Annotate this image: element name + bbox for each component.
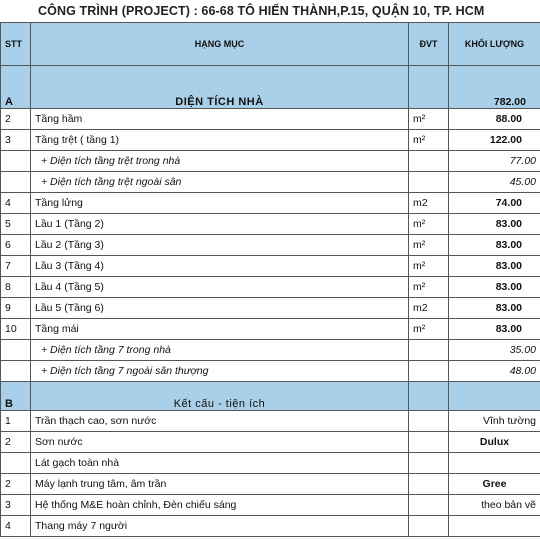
- row-name: Tầng lửng: [31, 193, 409, 214]
- table-row: [1, 453, 540, 474]
- row-name: Trần thạch cao, sơn nước: [31, 411, 409, 432]
- row-no: [1, 361, 31, 382]
- table-row: [1, 516, 540, 537]
- row-unit: [409, 172, 449, 193]
- row-name: Tầng mái: [31, 319, 409, 340]
- row-name: Thang máy 7 người: [31, 516, 409, 537]
- table-row: [1, 474, 540, 495]
- table-subrow: [1, 340, 540, 361]
- table-row: [1, 298, 540, 319]
- section-a-no: A: [1, 66, 31, 109]
- row-no: 4: [1, 193, 31, 214]
- row-unit: m²: [409, 277, 449, 298]
- row-name: Lầu 3 (Tầng 4): [31, 256, 409, 277]
- header-unit: ĐVT: [409, 23, 449, 66]
- row-value: 77.00: [449, 151, 540, 172]
- row-unit: m²: [409, 235, 449, 256]
- row-no: [1, 151, 31, 172]
- table-row: [1, 411, 540, 432]
- row-unit: [409, 453, 449, 474]
- row-value: theo bản vẽ: [449, 495, 540, 516]
- row-value: 122.00: [449, 130, 540, 151]
- row-name: Máy lạnh trung tâm, âm trần: [31, 474, 409, 495]
- row-no: 9: [1, 298, 31, 319]
- row-unit: [409, 340, 449, 361]
- row-no: 1: [1, 411, 31, 432]
- row-name: + Diện tích tầng 7 ngoài sân thượng: [31, 361, 409, 382]
- row-name: Lầu 2 (Tầng 3): [31, 235, 409, 256]
- row-unit: [409, 361, 449, 382]
- row-unit: m²: [409, 319, 449, 340]
- row-value: Dulux: [449, 432, 540, 453]
- table-subrow: [1, 151, 540, 172]
- row-value: 74.00: [449, 193, 540, 214]
- row-value: [449, 453, 540, 474]
- section-b-row: [1, 382, 540, 411]
- row-name: Tầng hầm: [31, 109, 409, 130]
- project-title: CÔNG TRÌNH (PROJECT) : 66-68 TÔ HIẾN THÀNH,P.15, QUẬN 10, TP. HCM: [38, 4, 485, 18]
- row-unit: m²: [409, 256, 449, 277]
- area-table: [0, 22, 540, 537]
- row-value: 83.00: [449, 235, 540, 256]
- row-name: Lầu 4 (Tầng 5): [31, 277, 409, 298]
- row-value: 48.00: [449, 361, 540, 382]
- row-value: 88.00: [449, 109, 540, 130]
- row-value: 83.00: [449, 277, 540, 298]
- row-unit: [409, 432, 449, 453]
- table-subrow: [1, 361, 540, 382]
- row-no: [1, 340, 31, 361]
- row-value: [449, 516, 540, 537]
- row-unit: [409, 474, 449, 495]
- row-unit: m2: [409, 298, 449, 319]
- row-no: [1, 453, 31, 474]
- section-a-title: DIỆN TÍCH NHÀ: [31, 66, 409, 109]
- row-no: 8: [1, 277, 31, 298]
- row-value: 45.00: [449, 172, 540, 193]
- section-b-no: B: [1, 382, 31, 411]
- row-no: 5: [1, 214, 31, 235]
- row-no: [1, 172, 31, 193]
- row-value: 83.00: [449, 214, 540, 235]
- row-name: Lầu 5 (Tầng 6): [31, 298, 409, 319]
- header-amount: KHỐI LƯỢNG: [449, 23, 540, 66]
- row-value: Vĩnh tường: [449, 411, 540, 432]
- section-b-unit: [409, 382, 449, 411]
- table-row: [1, 109, 540, 130]
- section-b-title: Kết cấu - tiện ích: [31, 382, 409, 411]
- table-row: [1, 495, 540, 516]
- row-value: Gree: [449, 474, 540, 495]
- row-name: + Diện tích tầng trệt trong nhà: [31, 151, 409, 172]
- row-name: Tầng trệt ( tầng 1): [31, 130, 409, 151]
- row-value: 35.00: [449, 340, 540, 361]
- section-a-value: 782.00: [449, 66, 540, 109]
- table-row: [1, 277, 540, 298]
- section-a-row: [1, 66, 540, 109]
- row-unit: m2: [409, 193, 449, 214]
- row-no: 6: [1, 235, 31, 256]
- row-name: + Diện tích tầng trệt ngoài sân: [31, 172, 409, 193]
- row-no: 4: [1, 516, 31, 537]
- row-no: 3: [1, 495, 31, 516]
- section-b-value: [449, 382, 540, 411]
- row-value: 83.00: [449, 298, 540, 319]
- row-name: + Diện tích tầng 7 trong nhà: [31, 340, 409, 361]
- row-no: 2: [1, 109, 31, 130]
- row-no: 2: [1, 474, 31, 495]
- row-unit: [409, 495, 449, 516]
- row-name: Sơn nước: [31, 432, 409, 453]
- table-row: [1, 130, 540, 151]
- section-a-unit: [409, 66, 449, 109]
- row-unit: m²: [409, 109, 449, 130]
- row-unit: m²: [409, 214, 449, 235]
- header-row: [1, 23, 540, 66]
- table-subrow: [1, 172, 540, 193]
- row-unit: [409, 411, 449, 432]
- header-stt: STT: [1, 23, 31, 66]
- row-no: 2: [1, 432, 31, 453]
- table-row: [1, 235, 540, 256]
- table-row: [1, 193, 540, 214]
- row-value: 83.00: [449, 256, 540, 277]
- row-value: 83.00: [449, 319, 540, 340]
- row-name: Lầu 1 (Tầng 2): [31, 214, 409, 235]
- table-row: [1, 319, 540, 340]
- row-no: 7: [1, 256, 31, 277]
- row-no: 3: [1, 130, 31, 151]
- row-name: Lát gạch toàn nhà: [31, 453, 409, 474]
- row-unit: m²: [409, 130, 449, 151]
- table-row: [1, 256, 540, 277]
- row-unit: [409, 151, 449, 172]
- header-item: HẠNG MỤC: [31, 23, 409, 66]
- row-name: Hệ thống M&E hoàn chỉnh, Đèn chiếu sáng: [31, 495, 409, 516]
- row-no: 10: [1, 319, 31, 340]
- table-row: [1, 214, 540, 235]
- row-unit: [409, 516, 449, 537]
- table-row: [1, 432, 540, 453]
